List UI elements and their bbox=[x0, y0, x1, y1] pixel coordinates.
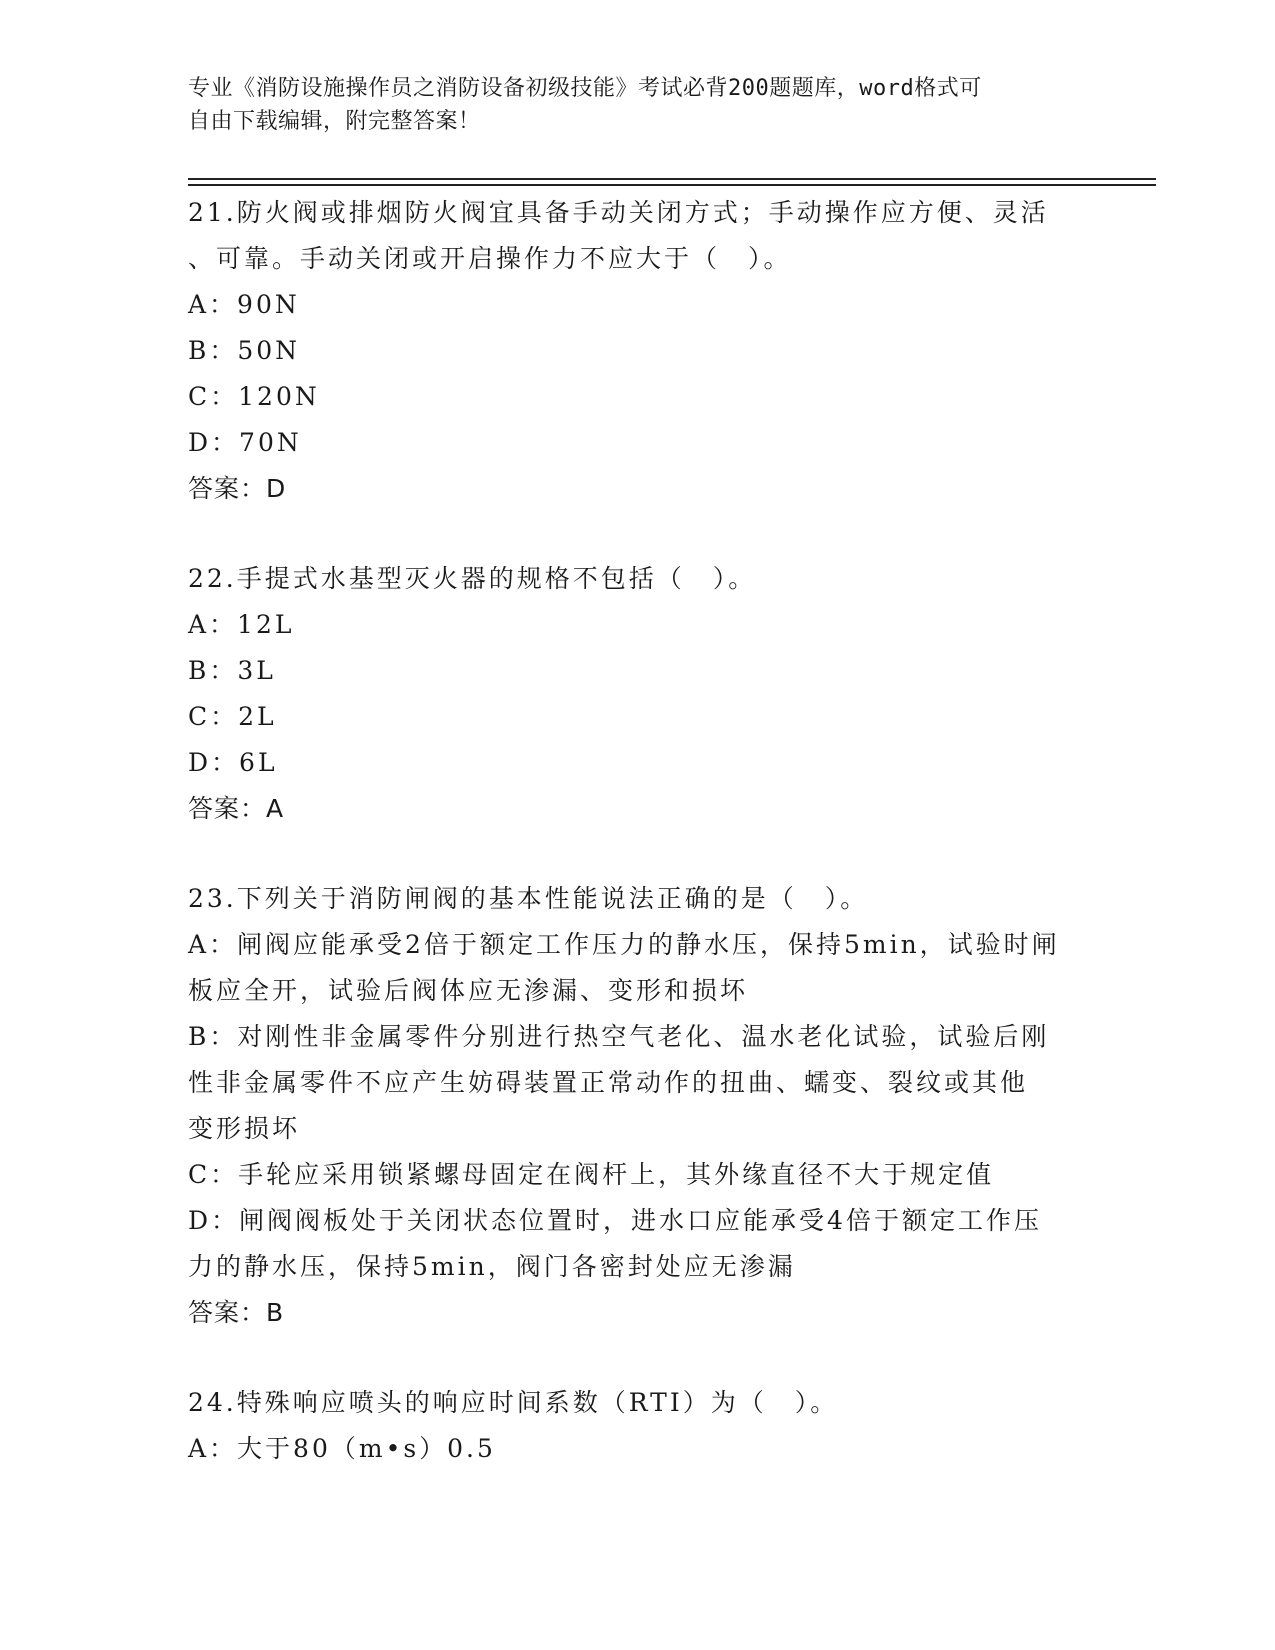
question-stem-line: 、可靠。手动关闭或开启操作力不应大于（ ）。 bbox=[188, 244, 792, 273]
option-b-continued: 变形损坏 bbox=[188, 1114, 301, 1143]
option-d: D：6L bbox=[188, 748, 278, 777]
option-c: C：手轮应采用锁紧螺母固定在阀杆上，其外缘直径不大于规定值 bbox=[188, 1160, 995, 1189]
option-d: D：闸阀阀板处于关闭状态位置时，进水口应能承受4倍于额定工作压 bbox=[188, 1206, 1042, 1235]
option-a: A：闸阀应能承受2倍于额定工作压力的静水压，保持5min，试验时闸 bbox=[188, 930, 1060, 959]
question-21 bbox=[188, 190, 1088, 512]
question-stem-line: 22.手提式水基型灭火器的规格不包括（ ）。 bbox=[188, 564, 757, 593]
header-title-line-1: 专业《消防设施操作员之消防设备初级技能》考试必背200题题库，word格式可 bbox=[188, 76, 982, 101]
option-a: A：大于80（m•s）0.5 bbox=[188, 1434, 496, 1463]
option-d: D：70N bbox=[188, 428, 302, 457]
question-stem-line: 21.防火阀或排烟防火阀宜具备手动关闭方式；手动操作应方便、灵活 bbox=[188, 198, 1049, 227]
question-stem-line: 23.下列关于消防闸阀的基本性能说法正确的是（ ）。 bbox=[188, 884, 869, 913]
answer-label: 答案：D bbox=[188, 474, 287, 503]
option-b: B：3L bbox=[188, 656, 276, 685]
option-c: C：120N bbox=[188, 382, 320, 411]
header-divider-bottom bbox=[188, 184, 1156, 186]
answer-label: 答案：B bbox=[188, 1298, 285, 1327]
option-b: B：50N bbox=[188, 336, 301, 365]
question-22 bbox=[188, 556, 1088, 832]
option-a-continued: 板应全开，试验后阀体应无渗漏、变形和损坏 bbox=[188, 976, 749, 1005]
option-a: A：90N bbox=[188, 290, 300, 319]
question-stem-line: 24.特殊响应喷头的响应时间系数（RTI）为（ ）。 bbox=[188, 1388, 839, 1417]
header-title-line-2: 自由下载编辑，附完整答案！ bbox=[188, 109, 481, 134]
header-divider-top bbox=[188, 178, 1156, 180]
option-c: C：2L bbox=[188, 702, 277, 731]
answer-label: 答案：A bbox=[188, 794, 285, 823]
option-a: A：12L bbox=[188, 610, 295, 639]
question-24 bbox=[188, 1380, 1088, 1472]
option-b-continued: 性非金属零件不应产生妨碍装置正常动作的扭曲、蠕变、裂纹或其他 bbox=[188, 1068, 1029, 1097]
option-b: B：对刚性非金属零件分别进行热空气老化、温水老化试验，试验后刚 bbox=[188, 1022, 1050, 1051]
question-23 bbox=[188, 876, 1088, 1336]
question-list bbox=[188, 190, 1088, 1516]
document-header bbox=[188, 72, 1088, 138]
option-d-continued: 力的静水压，保持5min，阀门各密封处应无渗漏 bbox=[188, 1252, 796, 1281]
